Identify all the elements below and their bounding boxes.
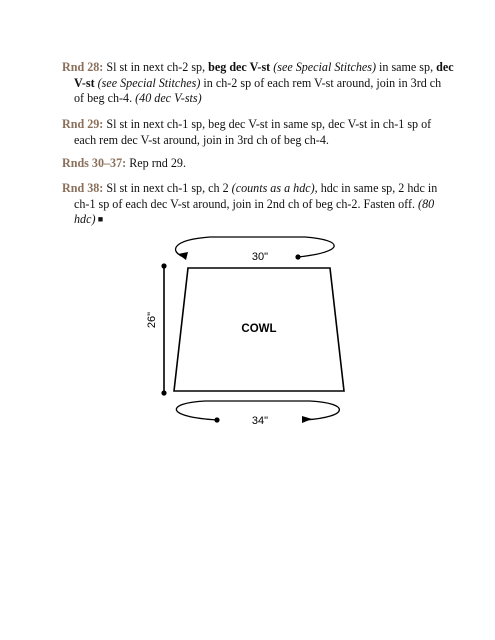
instruction-run: beg dec V-st <box>208 60 271 74</box>
instruction-run: (80 hdc) <box>74 196 435 227</box>
instruction-run: , hdc in same sp, 2 hdc in ch-1 sp of each dec V-st around, join in 2nd ch of beg ch-2. Fasten off. <box>74 181 438 211</box>
bottom-width-label: 34" <box>251 415 269 427</box>
instruction-run: in ch-2 sp of each rem V-st around, join in 3rd ch of beg ch-4. <box>74 75 442 106</box>
round-label: Rnd 38: <box>62 181 104 195</box>
instruction-run: Rep rnd 29. <box>126 156 186 170</box>
instruction-run: Sl st in next ch-1 sp, beg dec V-st in same sp, dec V-st in ch-1 sp of each rem dec V-st around, join in 3rd ch of beg ch-4. <box>74 117 432 147</box>
instruction-run: (see Special Stitches) <box>273 60 376 74</box>
arrowhead-icon <box>302 416 312 423</box>
instruction-run: in same sp, <box>375 60 437 74</box>
round-label: Rnd 29: <box>62 117 104 131</box>
instruction-run: Sl st in next ch-2 sp, <box>103 60 209 74</box>
arrowhead-icon <box>178 252 188 260</box>
round-label: Rnds 30–37: <box>62 156 127 170</box>
instruction-run: (see Special Stitches) <box>97 75 201 90</box>
instruction-run: Sl st in next ch-1 sp, ch 2 <box>103 181 232 195</box>
dot-icon <box>161 263 166 268</box>
instruction-run: (counts as a hdc) <box>231 181 315 195</box>
instruction-run: ■ <box>95 214 104 225</box>
instruction-run: (40 dec V-sts) <box>135 91 202 106</box>
dot-icon <box>161 390 166 395</box>
dot-icon <box>214 417 219 422</box>
instruction-run: dec V-st <box>74 60 454 90</box>
round-label: Rnd 28: <box>62 60 104 74</box>
height-measure-line <box>161 263 166 395</box>
top-width-label: 30" <box>251 251 269 263</box>
cowl-title: COWL <box>241 323 277 335</box>
height-label: 26" <box>146 311 158 329</box>
dot-icon <box>295 254 300 259</box>
